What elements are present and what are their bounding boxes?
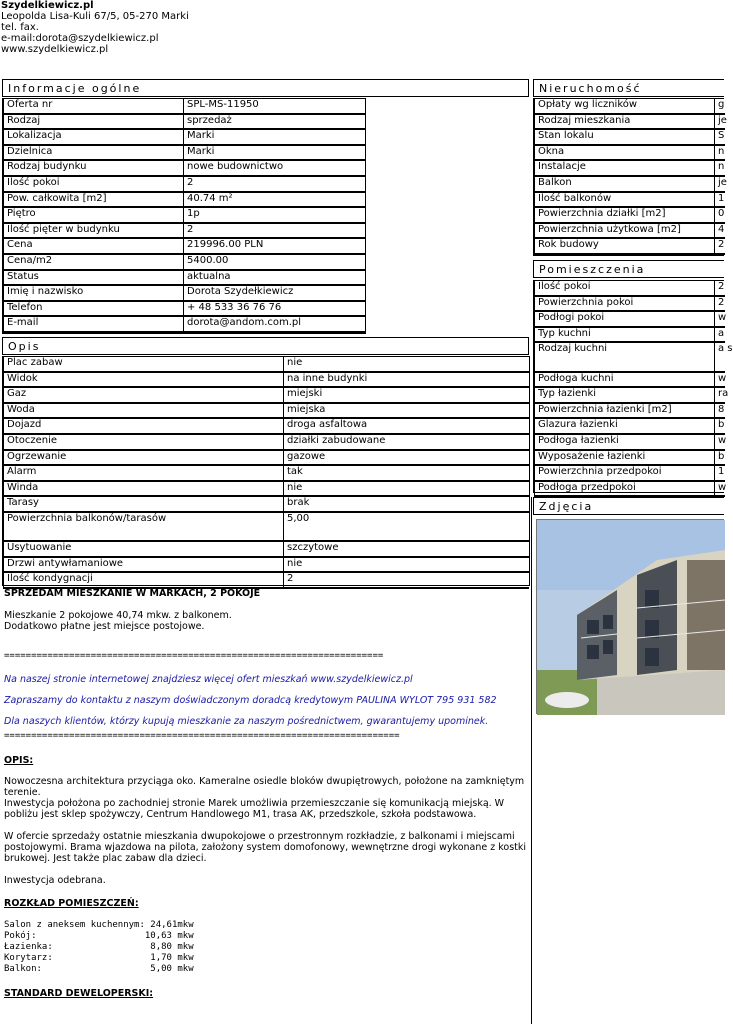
description-row-label: Powierzchnia balkonów/tarasów xyxy=(3,513,283,542)
rooms-row-value: a xyxy=(714,328,725,344)
general-row-label: Pow. całkowita [m2] xyxy=(3,193,183,209)
building-photo-image xyxy=(537,520,725,715)
offer-description xyxy=(4,588,528,999)
rooms-row-label: Powierzchnia pokoi xyxy=(534,297,714,313)
general-row-value: 2 xyxy=(183,177,365,193)
description-row-value: nie xyxy=(283,558,529,574)
company-email: e-mail:dorota@szydelkiewicz.pl xyxy=(1,33,159,44)
description-row-label: Ogrzewanie xyxy=(3,451,283,467)
separator-2: ========================================================================= xyxy=(4,731,400,741)
offer-intro-1: Mieszkanie 2 pokojowe 40,74 mkw. z balkonem. xyxy=(4,610,232,621)
description-row-label: Plac zabaw xyxy=(3,357,283,373)
general-row-label: Piętro xyxy=(3,208,183,224)
opis-paragraph-1: Nowoczesna architektura przyciąga oko. Kameralne osiedle bloków dwupiętrowych, położone na zamkniętym terenie. xyxy=(4,776,525,798)
description-row-value: szczytowe xyxy=(283,542,529,558)
general-row-label: Rodzaj xyxy=(3,115,183,131)
promo-website[interactable]: Na naszej stronie internetowej znajdziesz więcej ofert mieszkań www.szydelkiewicz.pl xyxy=(4,674,413,685)
description-row-label: Ilość kondygnacji xyxy=(3,573,283,589)
rooms-row-label: Glazura łazienki xyxy=(534,419,714,435)
description-row-label: Winda xyxy=(3,482,283,498)
opis-paragraph-4: Inwestycja odebrana. xyxy=(4,875,106,886)
description-row-label: Widok xyxy=(3,373,283,389)
description-row-value: działki zabudowane xyxy=(283,435,529,451)
description-row-value: gazowe xyxy=(283,451,529,467)
section-general: Informacje ogólne xyxy=(2,79,529,97)
general-row-value: 40.74 m² xyxy=(183,193,365,209)
promo-credit-advisor: Zapraszamy do kontaktu z naszym doświadczonym doradcą kredytowym PAULINA WYLOT 795 931 582 xyxy=(4,695,497,706)
description-row-value: brak xyxy=(283,497,529,513)
opis-heading: OPIS: xyxy=(4,755,34,766)
property-row-label: Rok budowy xyxy=(534,239,714,255)
general-row-value: 1p xyxy=(183,208,365,224)
rooms-row-label: Typ łazienki xyxy=(534,388,714,404)
general-row-value: 5400.00 xyxy=(183,255,365,271)
general-row-label: Ilość pokoi xyxy=(3,177,183,193)
rooms-row-value: b xyxy=(714,451,725,467)
offer-headline: SPRZEDAM MIESZKANIE W MARKACH, 2 POKOJE xyxy=(4,588,261,599)
photo-divider xyxy=(531,497,532,1024)
rooms-row-label: Ilość pokoi xyxy=(534,281,714,297)
description-row-label: Alarm xyxy=(3,466,283,482)
property-row-value: je xyxy=(714,115,725,131)
general-row-value: Dorota Szydełkiewicz xyxy=(183,286,365,302)
offer-intro-2: Dodatkowo płatne jest miejsce postojowe. xyxy=(4,621,205,632)
property-row-label: Powierzchnia użytkowa [m2] xyxy=(534,224,714,240)
section-rooms: Pomieszczenia xyxy=(533,260,724,278)
general-row-label: Cena xyxy=(3,239,183,255)
general-row-value: nowe budownictwo xyxy=(183,161,365,177)
promo-gift: Dla naszych klientów, którzy kupują mieszkanie za naszym pośrednictwem, gwarantujemy upominek. xyxy=(4,716,489,727)
general-row-value: dorota@andom.com.pl xyxy=(183,317,365,333)
description-row-value: nie xyxy=(283,357,529,373)
rooms-row-value: w xyxy=(714,435,725,451)
description-row-value: miejska xyxy=(283,404,529,420)
general-info-table xyxy=(2,98,366,334)
description-row-value: na inne budynki xyxy=(283,373,529,389)
property-row-label: Okna xyxy=(534,146,714,162)
general-row-label: Imię i nazwisko xyxy=(3,286,183,302)
description-row-label: Usytuowanie xyxy=(3,542,283,558)
description-row-label: Gaz xyxy=(3,388,283,404)
opis-paragraph-2: Inwestycja położona po zachodniej stronie Marek umożliwia przemieszczanie się komunikacją miejską. W pobliżu jest sklep spożywczy, Centrum Handlowego M1, trasa AK, przedszkole, szkoła podstawowa. xyxy=(4,798,505,820)
rooms-row-label: Podłoga przedpokoi xyxy=(534,482,714,498)
description-row-value: miejski xyxy=(283,388,529,404)
description-row-value: nie xyxy=(283,482,529,498)
opis-paragraph-3: W ofercie sprzedaży ostatnie mieszkania dwupokojowe o przestronnym rozkładzie, z balkonami i miejscami postojowymi. Brama wjazdowa na pilota, założony system domofonowy, wewnętrzne drogi wykonane z kostki brukowej. Jest także plac zabaw dla dzieci. xyxy=(4,831,527,864)
property-row-label: Stan lokalu xyxy=(534,130,714,146)
property-table xyxy=(533,98,727,256)
property-row-value: 2 xyxy=(714,239,725,255)
section-photos: Zdjęcia xyxy=(533,497,724,515)
standard-heading: STANDARD DEWELOPERSKI: xyxy=(4,988,154,999)
general-row-label: Cena/m2 xyxy=(3,255,183,271)
rooms-row-value: w xyxy=(714,482,725,498)
room-layout-list: Salon z aneksem kuchennym: 24,61mkw Pokój: 10,63 mkw Łazienka: 8,80 mkw Korytarz: 1,70 mkw Balkon: 5,00 mkw xyxy=(4,920,194,974)
company-name: Szydelkiewicz.pl xyxy=(1,0,94,11)
section-description: Opis xyxy=(2,337,529,355)
description-row-label: Drzwi antywłamaniowe xyxy=(3,558,283,574)
description-row-label: Woda xyxy=(3,404,283,420)
general-row-label: Ilość pięter w budynku xyxy=(3,224,183,240)
rooms-row-value: 2 xyxy=(714,297,725,313)
property-row-value: g xyxy=(714,99,725,115)
layout-heading: ROZKŁAD POMIESZCZEŃ: xyxy=(4,898,139,909)
company-address: Leopolda Lisa-Kuli 67/5, 05-270 Marki xyxy=(1,11,189,22)
rooms-row-value: w xyxy=(714,312,725,328)
rooms-row-value: 8 xyxy=(714,404,725,420)
general-row-label: E-mail xyxy=(3,317,183,333)
general-row-label: Telefon xyxy=(3,302,183,318)
company-phone: tel. fax. xyxy=(1,22,39,33)
property-row-value: 4 xyxy=(714,224,725,240)
general-row-value: 219996.00 PLN xyxy=(183,239,365,255)
section-property: Nieruchomość xyxy=(533,79,724,97)
general-row-value: SPL-MS-11950 xyxy=(183,99,365,115)
description-row-label: Otoczenie xyxy=(3,435,283,451)
rooms-row-label: Podłogi pokoi xyxy=(534,312,714,328)
property-row-label: Ilość balkonów xyxy=(534,193,714,209)
rooms-row-value: 1 xyxy=(714,466,725,482)
rooms-row-label: Typ kuchni xyxy=(534,328,714,344)
general-row-label: Status xyxy=(3,271,183,287)
agency-header xyxy=(1,0,189,55)
property-photo[interactable] xyxy=(536,519,724,714)
description-row-value: tak xyxy=(283,466,529,482)
general-row-label: Rodzaj budynku xyxy=(3,161,183,177)
description-row-label: Tarasy xyxy=(3,497,283,513)
rooms-row-value: b xyxy=(714,419,725,435)
description-table xyxy=(2,356,530,586)
rooms-row-value: ra xyxy=(714,388,725,404)
rooms-table xyxy=(533,280,733,493)
general-row-label: Dzielnica xyxy=(3,146,183,162)
property-row-value: 0 xyxy=(714,208,725,224)
general-row-label: Lokalizacja xyxy=(3,130,183,146)
description-row-value: 5,00 xyxy=(283,513,529,542)
property-row-label: Opłaty wg liczników xyxy=(534,99,714,115)
property-row-value: n xyxy=(714,161,725,177)
general-row-value: Marki xyxy=(183,146,365,162)
rooms-row-value: a s xyxy=(714,343,725,372)
property-row-value: 1 xyxy=(714,193,725,209)
rooms-row-label: Powierzchnia łazienki [m2] xyxy=(534,404,714,420)
general-row-value: sprzedaż xyxy=(183,115,365,131)
property-row-value: n xyxy=(714,146,725,162)
rooms-row-value: w xyxy=(714,373,725,389)
property-row-value: je xyxy=(714,177,725,193)
general-row-value: Marki xyxy=(183,130,365,146)
general-row-value: aktualna xyxy=(183,271,365,287)
property-row-label: Instalacje xyxy=(534,161,714,177)
property-row-value: S xyxy=(714,130,725,146)
rooms-row-value: 2 xyxy=(714,281,725,297)
general-row-label: Oferta nr xyxy=(3,99,183,115)
general-row-value: 2 xyxy=(183,224,365,240)
general-row-value: + 48 533 36 76 76 xyxy=(183,302,365,318)
description-row-label: Dojazd xyxy=(3,419,283,435)
company-www: www.szydelkiewicz.pl xyxy=(1,44,109,55)
separator-1: ====================================================================== xyxy=(4,651,384,661)
rooms-row-label: Powierzchnia przedpokoi xyxy=(534,466,714,482)
property-row-label: Powierzchnia działki [m2] xyxy=(534,208,714,224)
property-row-label: Balkon xyxy=(534,177,714,193)
property-row-label: Rodzaj mieszkania xyxy=(534,115,714,131)
rooms-row-label: Podłoga kuchni xyxy=(534,373,714,389)
rooms-row-label: Podłoga łazienki xyxy=(534,435,714,451)
rooms-row-label: Rodzaj kuchni xyxy=(534,343,714,372)
description-row-value: 2 xyxy=(283,573,529,589)
rooms-row-label: Wyposażenie łazienki xyxy=(534,451,714,467)
description-row-value: droga asfaltowa xyxy=(283,419,529,435)
